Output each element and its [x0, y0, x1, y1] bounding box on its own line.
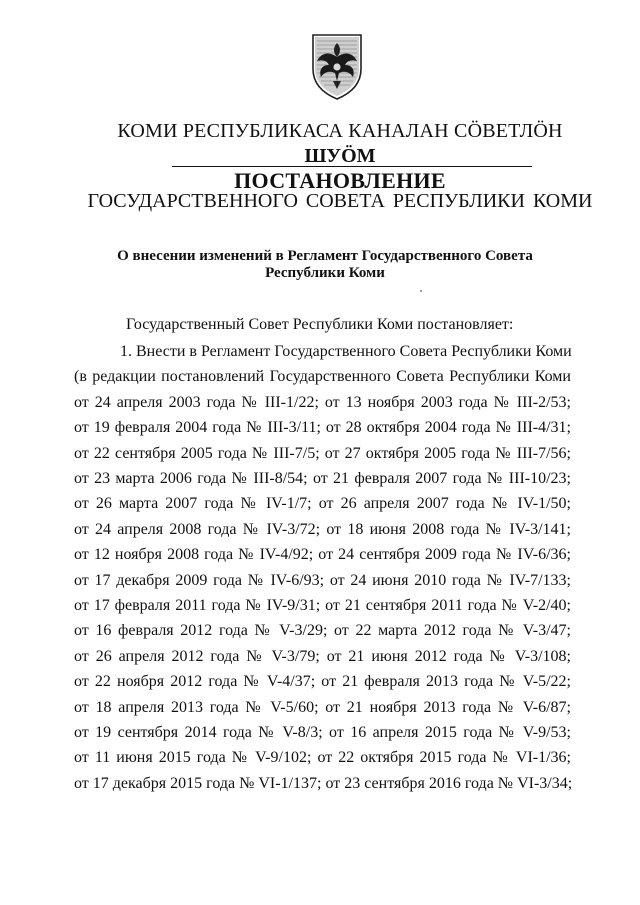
document-title-line-1: О внесении изменений в Регламент Государственного Совета [117, 248, 533, 264]
body-line: от 17 февраля 2011 года № IV-9/31; от 21 сентября 2011 года № V-2/40; [74, 597, 571, 614]
body-line: от 26 марта 2007 года № IV-1/7; от 26 апреля 2007 года № IV-1/50; [74, 495, 571, 512]
document-title-line-2: Республики Коми [265, 265, 385, 281]
header-komi-line: КОМИ РЕСПУБЛИКАСА КАНАЛАН СÖВЕТЛÖН [117, 120, 563, 142]
body-line: (в редакции постановлений Государственного Совета Республики Коми [74, 368, 571, 385]
body-line: от 19 февраля 2004 года № III-3/11; от 28 октября 2004 года № III-4/31; [74, 419, 571, 436]
body-line: от 24 апреля 2003 года № III-1/22; от 13 ноября 2003 года № III-2/53; [74, 394, 571, 411]
body-line: от 17 декабря 2009 года № IV-6/93; от 24 июня 2010 года № IV-7/133; [74, 572, 571, 589]
body-line: от 12 ноября 2008 года № IV-4/92; от 24 сентября 2009 года № IV-6/36; [74, 546, 571, 563]
komi-coat-of-arms-icon [307, 31, 367, 101]
body-line: от 26 апреля 2012 года № V-3/79; от 21 июня 2012 года № V-3/108; [74, 648, 571, 665]
body-line: от 22 сентября 2005 года № III-7/5; от 27 октября 2005 года № III-7/56; [74, 445, 571, 462]
header-council: ГОСУДАРСТВЕННОГО СОВЕТА РЕСПУБЛИКИ КОМИ [87, 190, 593, 212]
scan-speck [420, 290, 422, 292]
body-line: от 11 июня 2015 года № V-9/102; от 22 октября 2015 года № VI-1/36; [74, 749, 571, 766]
body-line: от 23 марта 2006 года № III-8/54; от 21 февраля 2007 года № III-10/23; [74, 470, 571, 487]
intro-paragraph: Государственный Совет Республики Коми постановляет: [126, 316, 514, 333]
header-postanovlenie: ПОСТАНОВЛЕНИЕ [234, 168, 446, 193]
header-divider [172, 166, 532, 167]
body-line: 1. Внести в Регламент Государственного Совета Республики Коми [120, 343, 572, 360]
body-line: от 19 сентября 2014 года № V-8/3; от 16 апреля 2015 года № V-9/53; [74, 724, 571, 741]
body-line: от 24 апреля 2008 года № IV-3/72; от 18 июня 2008 года № IV-3/141; [74, 521, 571, 538]
body-line: от 18 апреля 2013 года № V-5/60; от 21 ноября 2013 года № V-6/87; [74, 699, 571, 716]
header-shuyom: ШУÖМ [304, 145, 376, 167]
body-line: от 16 февраля 2012 года № V-3/29; от 22 марта 2012 года № V-3/47; [74, 622, 571, 639]
body-line: от 22 ноября 2012 года № V-4/37; от 21 февраля 2013 года № V-5/22; [74, 673, 571, 690]
body-line: от 17 декабря 2015 года № VI-1/137; от 23 сентября 2016 года № VI-3/34; [74, 775, 573, 792]
